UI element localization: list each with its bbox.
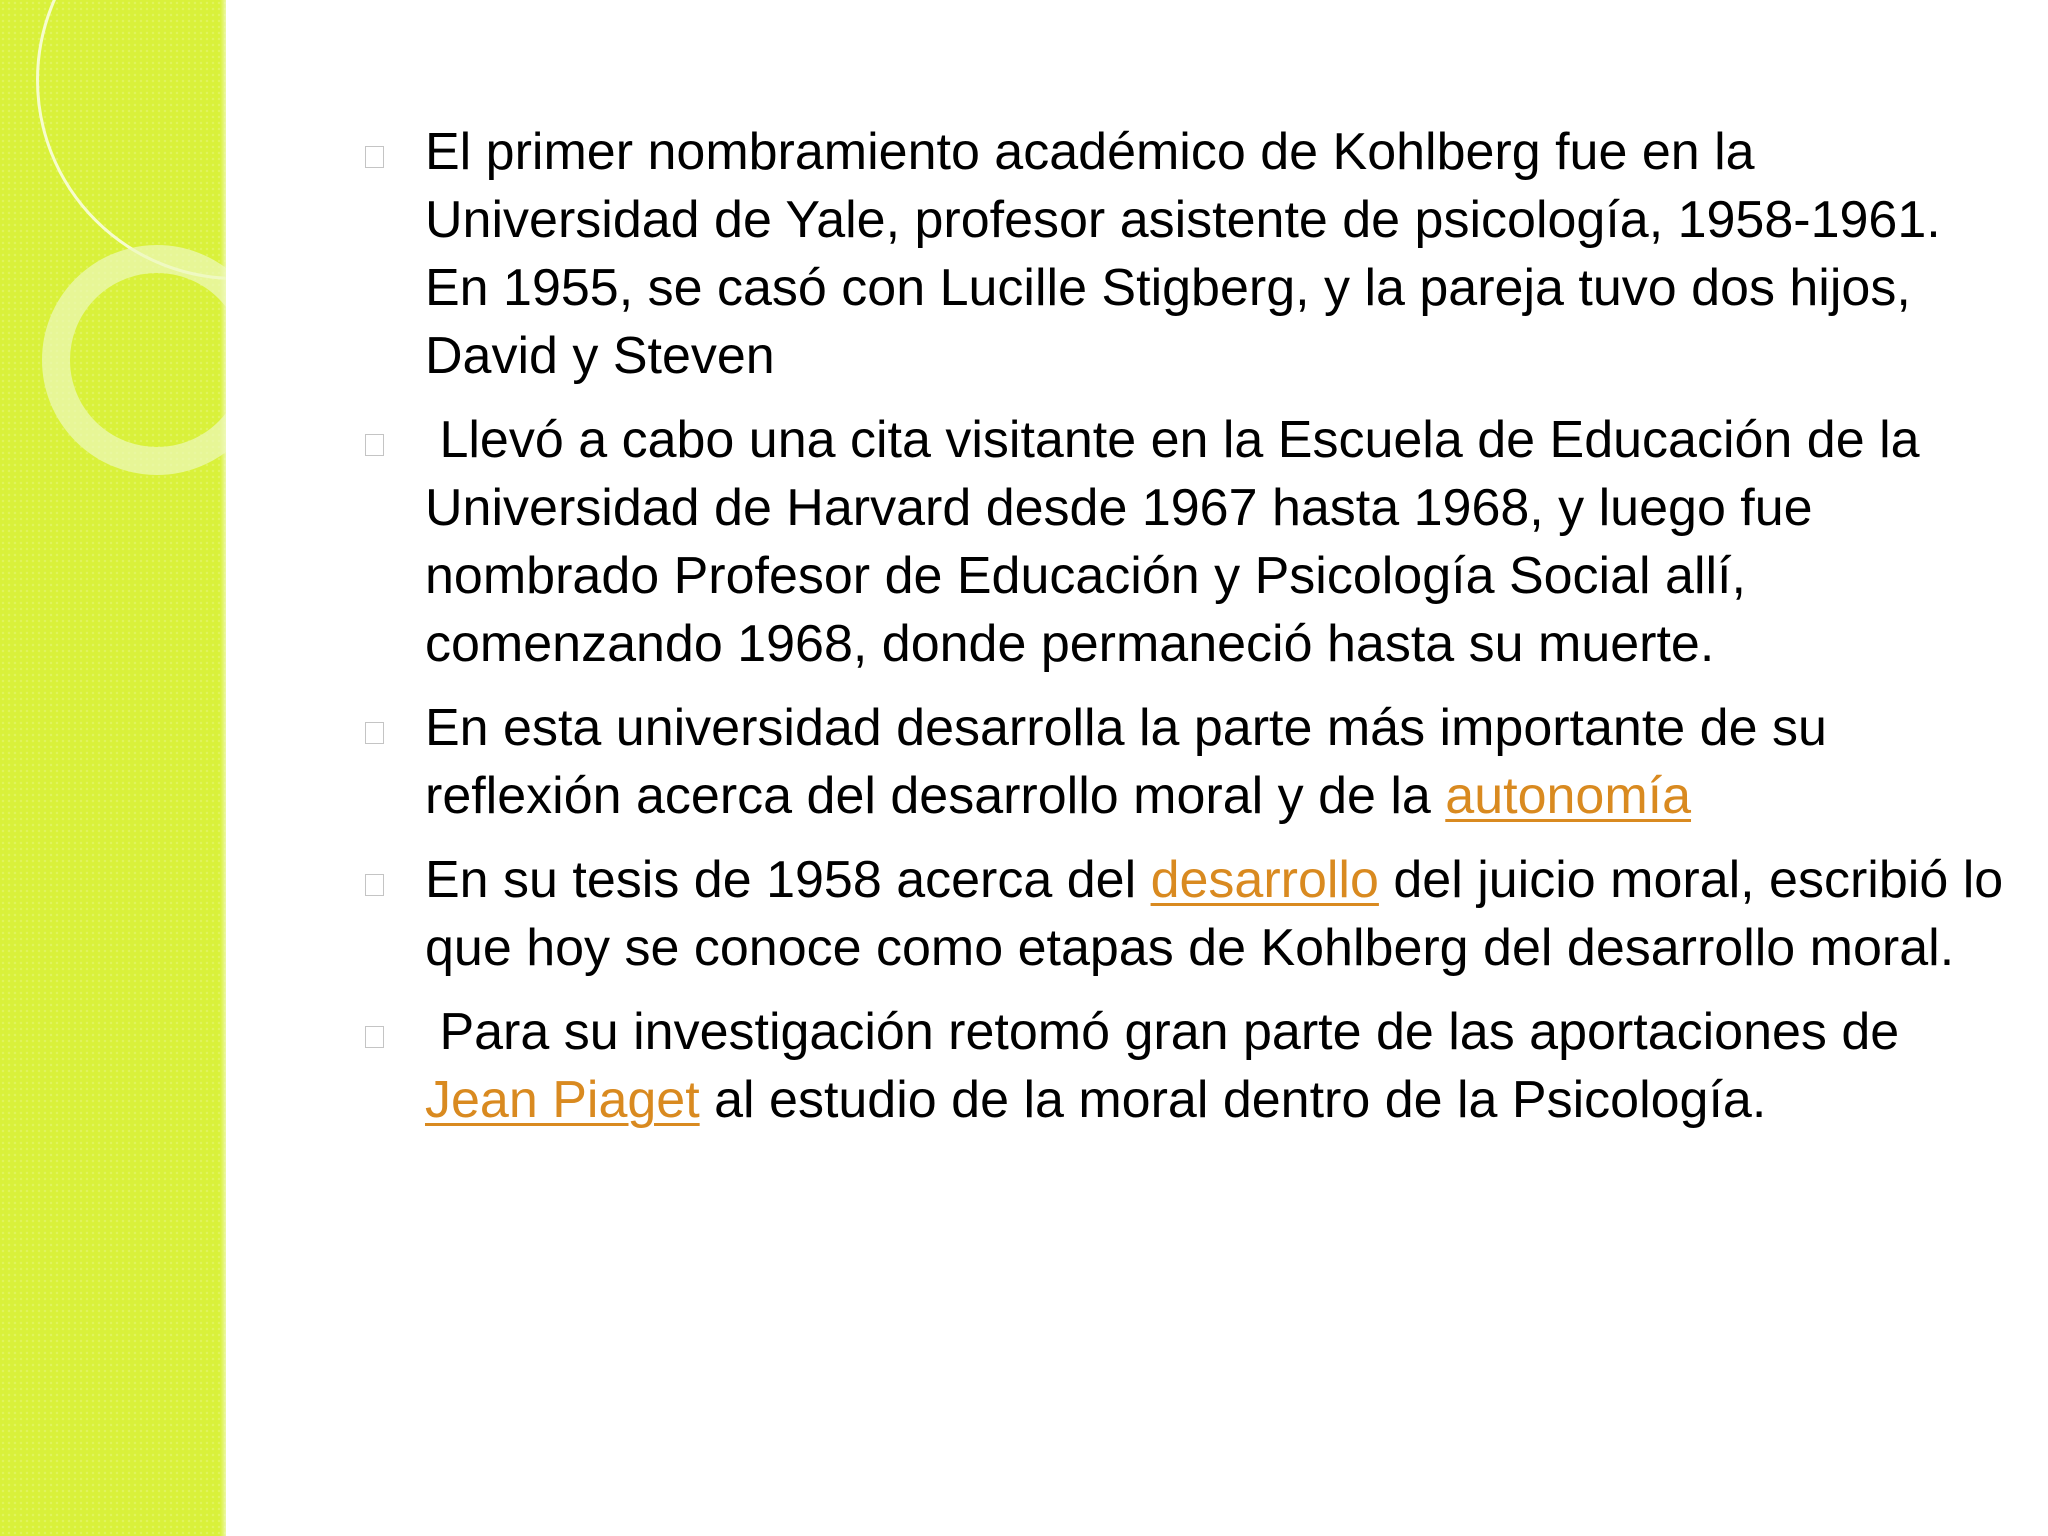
bullet-square-icon [365, 722, 384, 744]
bullet-item-3 [365, 694, 2005, 830]
bullet-square-icon [365, 874, 384, 896]
decorative-side-band [0, 0, 226, 1536]
bullet-text-after: al estudio de la moral dentro de la Psicología. [699, 1071, 1767, 1129]
bullet-text-before: En su tesis de 1958 acerca del [425, 851, 1151, 909]
link-jean-piaget[interactable]: Jean Piaget [425, 1071, 700, 1129]
bullet-square-icon [365, 434, 384, 456]
bullet-item-2 [365, 406, 2005, 678]
bullet-item-5 [365, 998, 2005, 1134]
link-desarrollo[interactable]: desarrollo [1150, 851, 1379, 909]
link-autonomia[interactable]: autonomía [1445, 767, 1692, 825]
bullet-text-before: En esta universidad desarrolla la parte más importante de su reflexión acerca del desarrollo moral y de la [425, 699, 1827, 825]
bullet-square-icon [365, 1026, 384, 1048]
bullet-text: El primer nombramiento académico de Kohlberg fue en la Universidad de Yale, profesor asistente de psicología, 1958-1961. En 1955, se casó con Lucille Stigberg, y la pareja tuvo dos hijos, David y Steven [425, 123, 1941, 385]
bullet-text-before: Para su investigación retomó gran parte de las aportaciones de [425, 1003, 1914, 1061]
bullet-square-icon [365, 146, 384, 168]
bullet-list [365, 118, 2005, 1150]
bullet-item-1 [365, 118, 2005, 390]
bullet-text: Llevó a cabo una cita visitante en la Escuela de Educación de la Universidad de Harvard desde 1967 hasta 1968, y luego fue nombrado Profesor de Educación y Psicología Social allí, comenzando 1968, donde permaneció hasta su muerte. [425, 411, 1935, 673]
decorative-ring-small [42, 245, 226, 475]
bullet-item-4 [365, 846, 2005, 982]
bullet-text-after: del juicio moral, escribió lo que hoy se conoce como etapas de Kohlberg del desarrollo moral. [425, 851, 2004, 977]
decorative-ring-large [36, 0, 226, 280]
